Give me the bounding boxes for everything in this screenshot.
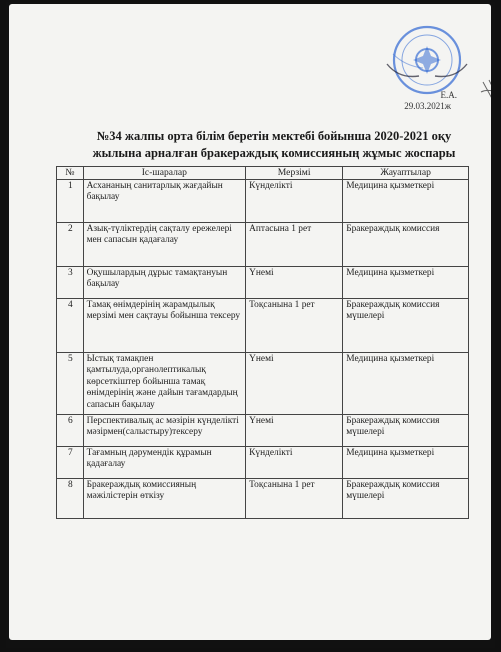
row-responsible: Медицина қызметкері <box>343 446 469 478</box>
row-number: 5 <box>57 352 84 414</box>
table-row <box>57 298 469 352</box>
row-action: Оқушылардың дұрыс тамақтануын бақылау <box>83 266 246 298</box>
column-header-term: Мерзімі <box>246 167 343 180</box>
table-header-row <box>57 167 469 180</box>
column-header-number: № <box>57 167 84 180</box>
table-row <box>57 352 469 414</box>
row-term: Тоқсанына 1 рет <box>246 298 343 352</box>
row-action: Тамақ өнімдерінің жарамдылық мерзімі мен сақтауы бойынша тексеру <box>83 298 246 352</box>
row-term: Үнемі <box>246 266 343 298</box>
row-responsible: Медицина қызметкері <box>343 266 469 298</box>
row-action: Перспективалық ас мәзірін күнделікті мәзірмен(салыстыру)тексеру <box>83 414 246 446</box>
document-page <box>9 4 491 640</box>
table-row <box>57 179 469 222</box>
row-number: 1 <box>57 179 84 222</box>
column-header-responsible: Жауаптылар <box>343 167 469 180</box>
row-action: Ыстық тамақпен қамтылуда,органолептикалық көрсеткіштер бойынша тамақ өнімдерінің және дайын тағамдардың сапасын бақылау <box>83 352 246 414</box>
row-responsible: Медицина қызметкері <box>343 179 469 222</box>
row-term: Үнемі <box>246 352 343 414</box>
row-number: 8 <box>57 478 84 518</box>
row-responsible: Бракераждық комиссия мүшелері <box>343 298 469 352</box>
row-term: Күнделікті <box>246 179 343 222</box>
table-row <box>57 222 469 266</box>
row-number: 7 <box>57 446 84 478</box>
row-number: 6 <box>57 414 84 446</box>
table-row <box>57 478 469 518</box>
row-action: Азық-түліктердің сақталу ережелері мен сапасын қадағалау <box>83 222 246 266</box>
row-responsible: Бракераждық комиссия мүшелері <box>343 414 469 446</box>
document-title <box>69 128 479 162</box>
title-line-2: жылына арналған бракераждық комиссияның жұмыс жоспары <box>92 146 456 160</box>
table-body <box>57 179 469 518</box>
approval-block <box>369 90 479 112</box>
title-line-1: №34 жалпы орта білім беретін мектебі бойынша 2020-2021 оқу <box>96 129 452 143</box>
row-responsible: Бракераждық комиссия <box>343 222 469 266</box>
table-row <box>57 266 469 298</box>
table-row <box>57 446 469 478</box>
row-term: Күнделікті <box>246 446 343 478</box>
seal-stamp-icon <box>379 24 475 96</box>
row-action: Асхананың санитарлық жағдайын бақылау <box>83 179 246 222</box>
row-term: Тоқсанына 1 рет <box>246 478 343 518</box>
row-term: Үнемі <box>246 414 343 446</box>
row-action: Бракераждық комиссияның мәжілістерін өткізу <box>83 478 246 518</box>
work-plan-table <box>56 166 469 519</box>
signature-mark-icon <box>479 78 491 108</box>
table-row <box>57 414 469 446</box>
row-term: Аптасына 1 рет <box>246 222 343 266</box>
row-number: 3 <box>57 266 84 298</box>
row-action: Тағамның дәрумендік құрамын қадағалау <box>83 446 246 478</box>
row-responsible: Бракераждық комиссия мүшелері <box>343 478 469 518</box>
approval-date: 29.03.2021ж <box>404 101 451 111</box>
row-number: 4 <box>57 298 84 352</box>
approver-name: Е.А. <box>440 90 457 100</box>
column-header-action: Іс-шаралар <box>83 167 246 180</box>
row-responsible: Медицина қызметкері <box>343 352 469 414</box>
row-number: 2 <box>57 222 84 266</box>
